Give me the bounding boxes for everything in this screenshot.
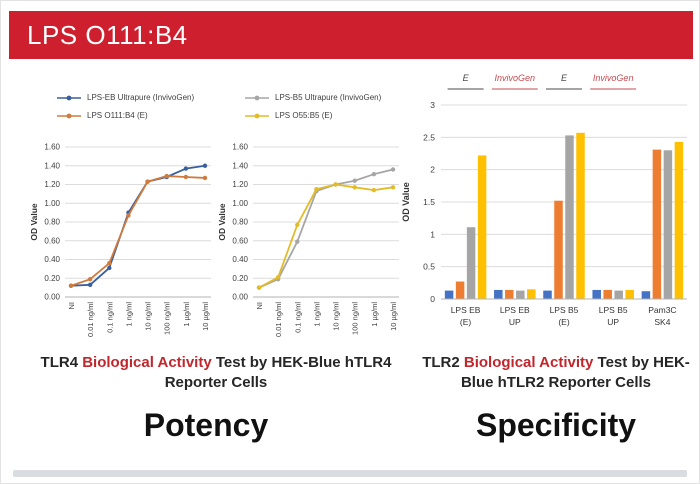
source-annotation: E: [462, 73, 469, 83]
svg-text:LPS EB: LPS EB: [450, 305, 481, 315]
legend-tlr4-eb: [27, 87, 217, 139]
line-chart-svg: [27, 139, 217, 367]
svg-text:0.00: 0.00: [232, 292, 248, 302]
caption-prefix: TLR2: [422, 354, 464, 371]
svg-text:0.40: 0.40: [232, 255, 248, 264]
svg-text:NI: NI: [67, 302, 76, 310]
line-series: [69, 174, 207, 288]
svg-text:0.60: 0.60: [44, 236, 60, 246]
svg-text:1.20: 1.20: [232, 180, 248, 189]
svg-text:SK4: SK4: [654, 317, 671, 327]
svg-text:1.40: 1.40: [44, 161, 60, 171]
svg-text:1.60: 1.60: [44, 142, 60, 152]
svg-text:0.1 ng/ml: 0.1 ng/ml: [293, 302, 303, 333]
svg-text:0.01 ng/ml: 0.01 ng/ml: [86, 302, 96, 338]
svg-text:1 ng/ml: 1 ng/ml: [312, 302, 322, 327]
y-axis-label: OD Value: [401, 182, 411, 222]
svg-text:1.40: 1.40: [232, 161, 248, 171]
svg-text:1.5: 1.5: [423, 197, 435, 207]
line-series: [257, 167, 395, 290]
legend-item: [57, 93, 217, 102]
y-axis-label: OD Value: [217, 203, 227, 241]
svg-text:0.01 ng/ml: 0.01 ng/ml: [274, 302, 284, 338]
bar-series: [478, 133, 683, 299]
caption-suffix: Test by HEK-Blue hTLR2 Reporter Cells: [460, 354, 690, 392]
source-annotation: InvivoGen: [592, 73, 634, 83]
legend-label: LPS-EB Ultrapure (InvivoGen): [87, 93, 195, 102]
svg-text:0.20: 0.20: [232, 273, 248, 283]
svg-text:10 µg/ml: 10 µg/ml: [201, 302, 210, 331]
svg-text:1: 1: [430, 229, 435, 240]
legend-label: LPS-B5 Ultrapure (InvivoGen): [275, 93, 382, 102]
svg-text:0: 0: [430, 294, 435, 304]
svg-text:(E): (E): [459, 317, 472, 327]
legend-marker-icon: [245, 94, 269, 102]
svg-text:0.5: 0.5: [423, 261, 435, 272]
svg-text:1.00: 1.00: [232, 198, 248, 208]
bottom-scrollbar: [13, 470, 687, 477]
svg-text:0.20: 0.20: [44, 273, 60, 283]
svg-text:LPS EB: LPS EB: [499, 305, 530, 315]
legend-marker-icon: [245, 112, 269, 120]
svg-text:0.60: 0.60: [232, 236, 248, 246]
svg-text:1.00: 1.00: [44, 198, 60, 208]
caption-prefix: TLR4: [40, 354, 83, 371]
legend-item: [245, 111, 405, 120]
svg-text:10 ng/ml: 10 ng/ml: [331, 302, 341, 331]
bar-chart-svg: [397, 65, 695, 349]
y-axis-label: OD Value: [29, 203, 39, 241]
svg-text:1 ng/ml: 1 ng/ml: [124, 302, 134, 327]
source-annotation: InvivoGen: [494, 73, 536, 83]
legend-marker-icon: [57, 94, 81, 102]
tlr4-line-chart-lps-b5: [215, 87, 405, 372]
svg-text:10 µg/ml: 10 µg/ml: [389, 302, 398, 331]
legend-label: LPS O111:B4 (E): [87, 111, 148, 120]
gridlines: [253, 147, 399, 297]
legend-tlr4-b5: [215, 87, 405, 139]
tlr2-bar-chart: [397, 65, 695, 354]
header-banner: [9, 11, 693, 59]
tlr4-caption: [36, 353, 396, 394]
svg-text:Pam3C: Pam3C: [648, 305, 677, 315]
svg-text:(E): (E): [558, 317, 570, 327]
svg-text:LPS B5: LPS B5: [598, 305, 628, 315]
svg-text:0.00: 0.00: [44, 292, 60, 302]
svg-text:NI: NI: [255, 302, 264, 310]
svg-text:100 ng/ml: 100 ng/ml: [162, 302, 172, 335]
legend-item: [57, 111, 217, 120]
legend-marker-icon: [57, 112, 81, 120]
svg-text:0.80: 0.80: [232, 217, 248, 227]
svg-text:10 ng/ml: 10 ng/ml: [143, 302, 153, 331]
svg-text:1.60: 1.60: [232, 142, 248, 152]
legend-item: [245, 93, 405, 102]
svg-text:1 µg/ml: 1 µg/ml: [369, 302, 379, 327]
svg-text:UP: UP: [607, 317, 620, 327]
svg-text:2.5: 2.5: [423, 132, 435, 143]
svg-text:0.1 ng/ml: 0.1 ng/ml: [105, 302, 115, 333]
line-series: [257, 182, 395, 290]
legend-label: LPS O55:B5 (E): [275, 111, 333, 120]
svg-text:LPS B5: LPS B5: [549, 305, 579, 315]
svg-text:UP: UP: [508, 317, 521, 327]
bar-series: [467, 135, 672, 299]
svg-text:100 ng/ml: 100 ng/ml: [350, 302, 360, 335]
tlr2-caption: [411, 353, 700, 394]
svg-text:3: 3: [430, 100, 435, 110]
page-title: LPS O111:B4: [27, 19, 188, 50]
line-chart-svg: [215, 139, 405, 367]
bar-series: [456, 150, 661, 299]
caption-highlight: Biological Activity: [463, 354, 594, 371]
specificity-label: Specificity: [475, 407, 637, 443]
svg-text:0.40: 0.40: [44, 255, 60, 264]
svg-text:1.20: 1.20: [44, 180, 60, 189]
tlr4-line-chart-lps-eb: [27, 87, 217, 372]
potency-label: Potency: [143, 407, 269, 443]
line-series: [69, 164, 207, 288]
svg-text:2: 2: [430, 164, 435, 175]
caption-highlight: Biological Activity: [82, 354, 212, 371]
svg-text:0.80: 0.80: [44, 217, 60, 227]
gridlines: [65, 147, 211, 297]
source-annotation: E: [560, 73, 568, 83]
svg-text:1 µg/ml: 1 µg/ml: [181, 302, 191, 327]
caption-suffix: Test by HEK-Blue hTLR4 Reporter Cells: [164, 354, 392, 392]
